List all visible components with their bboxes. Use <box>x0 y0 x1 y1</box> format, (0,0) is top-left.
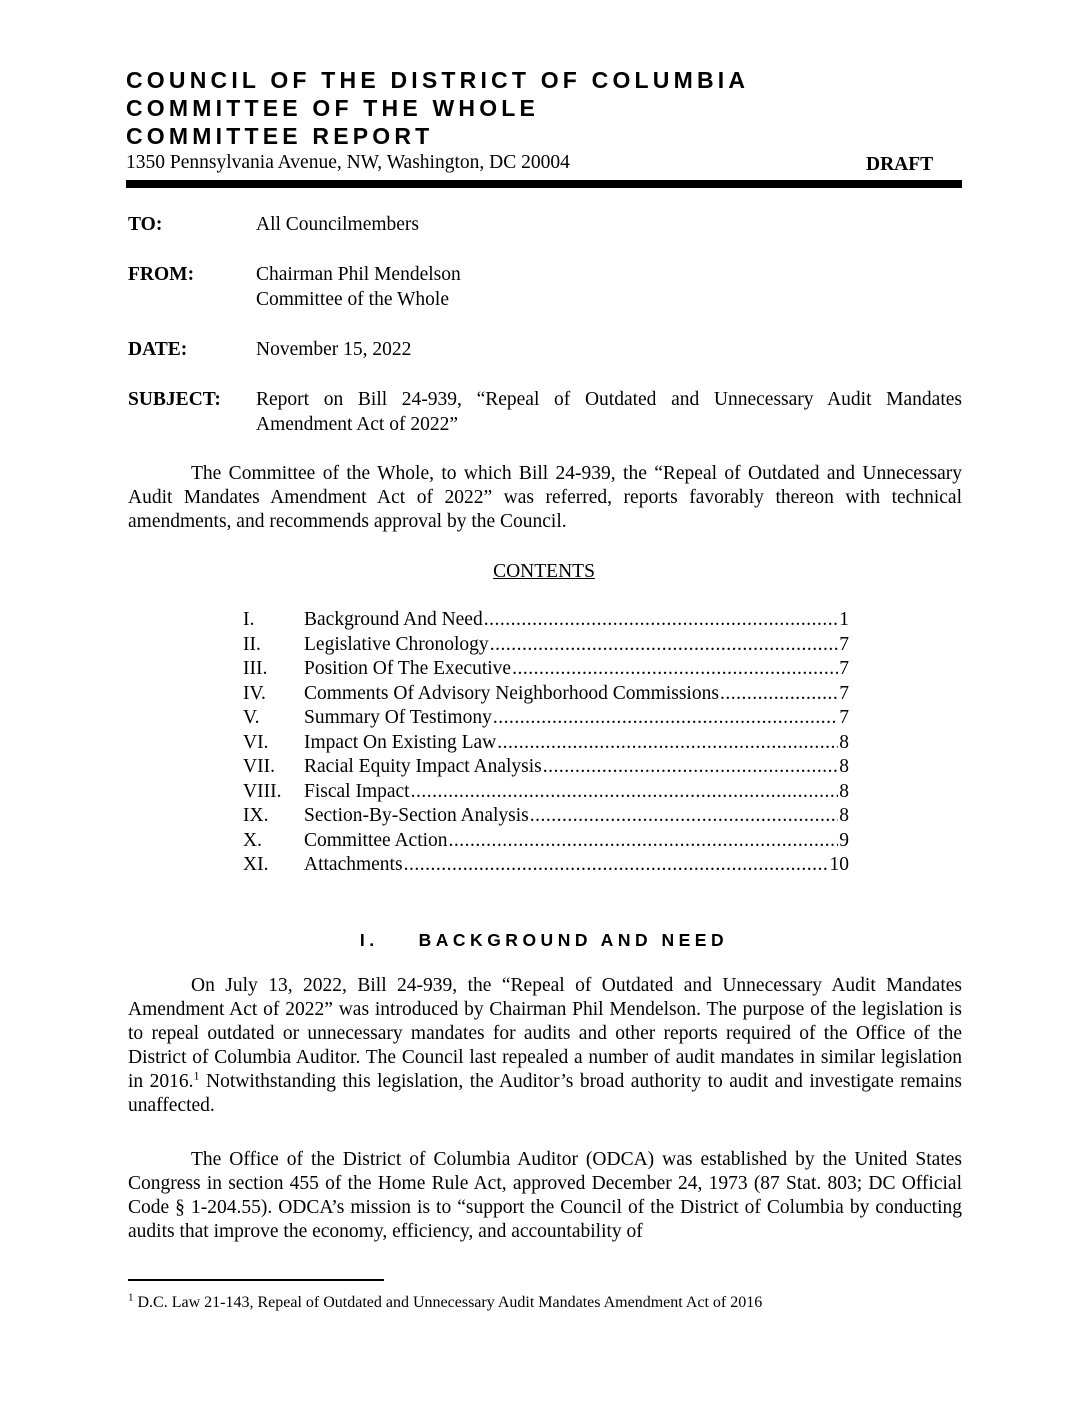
toc-leader-dots <box>404 853 829 878</box>
toc-row <box>243 706 849 731</box>
from-label: FROM: <box>128 264 195 285</box>
toc-title: Position Of The Executive <box>304 658 512 679</box>
toc-title: Fiscal Impact <box>304 780 410 802</box>
footnote-text: D.C. Law 21-143, Repeal of Outdated and Unnecessary Audit Mandates Amendment Act of 2016 <box>133 1294 763 1311</box>
section-heading-background <box>0 928 1088 952</box>
date-label: DATE: <box>128 339 188 360</box>
toc-page-number: 8 <box>839 756 849 777</box>
header-rule <box>126 180 962 188</box>
to-value: All Councilmembers <box>256 214 420 235</box>
committee-name-heading: COMMITTEE OF THE WHOLE <box>126 95 540 121</box>
toc-number: X. <box>243 829 262 851</box>
date-value: November 15, 2022 <box>256 339 412 360</box>
toc-title: Background And Need <box>304 609 483 630</box>
toc-row <box>243 682 849 707</box>
toc-number: III. <box>243 658 268 679</box>
table-of-contents <box>243 608 849 878</box>
toc-title: Committee Action <box>304 829 448 851</box>
from-committee: Committee of the Whole <box>256 289 449 310</box>
to-label: TO: <box>128 214 163 235</box>
background-paragraph-1 <box>128 974 962 1118</box>
toc-entry <box>304 608 849 633</box>
toc-page-number: 7 <box>839 633 849 655</box>
toc-page-number: 7 <box>839 658 849 679</box>
toc-page-number: 8 <box>839 805 849 826</box>
toc-leader-dots <box>493 706 838 731</box>
toc-row <box>243 633 849 658</box>
toc-number: IV. <box>243 682 266 704</box>
toc-title: Section-By-Section Analysis <box>304 805 529 826</box>
toc-title: Impact On Existing Law <box>304 731 497 753</box>
toc-title: Legislative Chronology <box>304 633 489 655</box>
toc-page-number: 9 <box>839 829 849 851</box>
toc-title: Attachments <box>304 854 403 875</box>
toc-number: IX. <box>243 805 269 826</box>
toc-entry <box>304 780 849 805</box>
background-paragraph-2: The Office of the District of Columbia Auditor (ODCA) was established by the United States Congress in section 455 of the Home Rule Act, approved December 24, 1973 (87 Stat. 803; DC Official Code § 1-204.55). ODCA’s mission is to “support the Council of the District of Columbia by conducting audits that improve the economy, efficiency, and accountability of <box>128 1149 962 1242</box>
toc-leader-dots <box>530 804 838 829</box>
toc-page-number: 8 <box>839 731 849 753</box>
toc-leader-dots <box>411 780 839 805</box>
toc-number: II. <box>243 633 261 655</box>
toc-entry <box>304 682 849 707</box>
toc-entry <box>304 804 849 829</box>
toc-page-number: 7 <box>839 682 849 704</box>
toc-leader-dots <box>497 731 838 756</box>
toc-leader-dots <box>720 682 838 707</box>
toc-page-number: 1 <box>839 609 849 630</box>
toc-leader-dots <box>512 657 838 682</box>
section-title: BACKGROUND AND NEED <box>418 930 729 950</box>
toc-entry <box>304 633 849 658</box>
toc-entry <box>304 829 849 854</box>
toc-page-number: 7 <box>839 707 849 728</box>
toc-row <box>243 657 849 682</box>
toc-title: Comments Of Advisory Neighborhood Commissions <box>304 682 719 704</box>
toc-entry <box>304 706 849 731</box>
toc-row <box>243 608 849 633</box>
toc-entry <box>304 755 849 780</box>
toc-number: XI. <box>243 854 269 875</box>
intro-paragraph: The Committee of the Whole, to which Bill 24-939, the “Repeal of Outdated and Unnecessary Audit Mandates Amendment Act of 2022” was referred, reports favorably thereon with technical amendments, and recommends approval by the Council. <box>128 463 962 532</box>
draft-label: DRAFT <box>866 154 934 175</box>
footnote-reference: 1 <box>193 1068 200 1083</box>
toc-number: VII. <box>243 756 275 777</box>
toc-entry <box>304 731 849 756</box>
toc-row <box>243 780 849 805</box>
background-paragraph-1-continuation: Notwithstanding this legislation, the Auditor’s broad authority to audit and investigate remains unaffected. <box>128 1071 962 1116</box>
toc-leader-dots <box>543 755 839 780</box>
toc-title: Summary Of Testimony <box>304 707 492 728</box>
toc-page-number: 8 <box>839 780 849 802</box>
subject-label: SUBJECT: <box>128 389 221 410</box>
toc-row <box>243 755 849 780</box>
address-line: 1350 Pennsylvania Avenue, NW, Washington, DC 20004 <box>126 152 570 173</box>
subject-value: Report on Bill 24-939, “Repeal of Outdated and Unnecessary Audit Mandates Amendment Act of 2022” <box>256 389 962 435</box>
toc-row <box>243 731 849 756</box>
toc-leader-dots <box>490 633 839 658</box>
toc-leader-dots <box>449 829 839 854</box>
toc-number: VI. <box>243 731 269 753</box>
report-type-heading: COMMITTEE REPORT <box>126 123 434 149</box>
contents-heading <box>0 560 1088 584</box>
toc-entry <box>304 853 849 878</box>
footnote-separator <box>128 1279 384 1281</box>
toc-row <box>243 829 849 854</box>
toc-entry <box>304 657 849 682</box>
toc-number: I. <box>243 609 255 630</box>
footnote-marker: 1 <box>128 1291 134 1304</box>
toc-row <box>243 804 849 829</box>
toc-page-number: 10 <box>829 854 849 875</box>
footnote <box>128 1292 762 1314</box>
toc-number: V. <box>243 707 260 728</box>
toc-row <box>243 853 849 878</box>
toc-title: Racial Equity Impact Analysis <box>304 756 542 777</box>
toc-number: VIII. <box>243 780 282 802</box>
section-number: I. <box>359 930 379 950</box>
background-paragraph-1-text: On July 13, 2022, Bill 24-939, the “Repeal of Outdated and Unnecessary Audit Mandates Amendment Act of 2022” was introduced by Chairman Phil Mendelson. The purpose of the legislation is to repeal outdated or unnecessary mandates for audits and other reports required of the Office of the District of Columbia Auditor. The Council last repealed a number of audit mandates in similar legislation in 2016. <box>128 975 962 1092</box>
toc-leader-dots <box>484 608 839 633</box>
from-name: Chairman Phil Mendelson <box>256 264 461 285</box>
contents-title: CONTENTS <box>493 561 595 582</box>
council-name-heading: COUNCIL OF THE DISTRICT OF COLUMBIA <box>126 67 750 93</box>
